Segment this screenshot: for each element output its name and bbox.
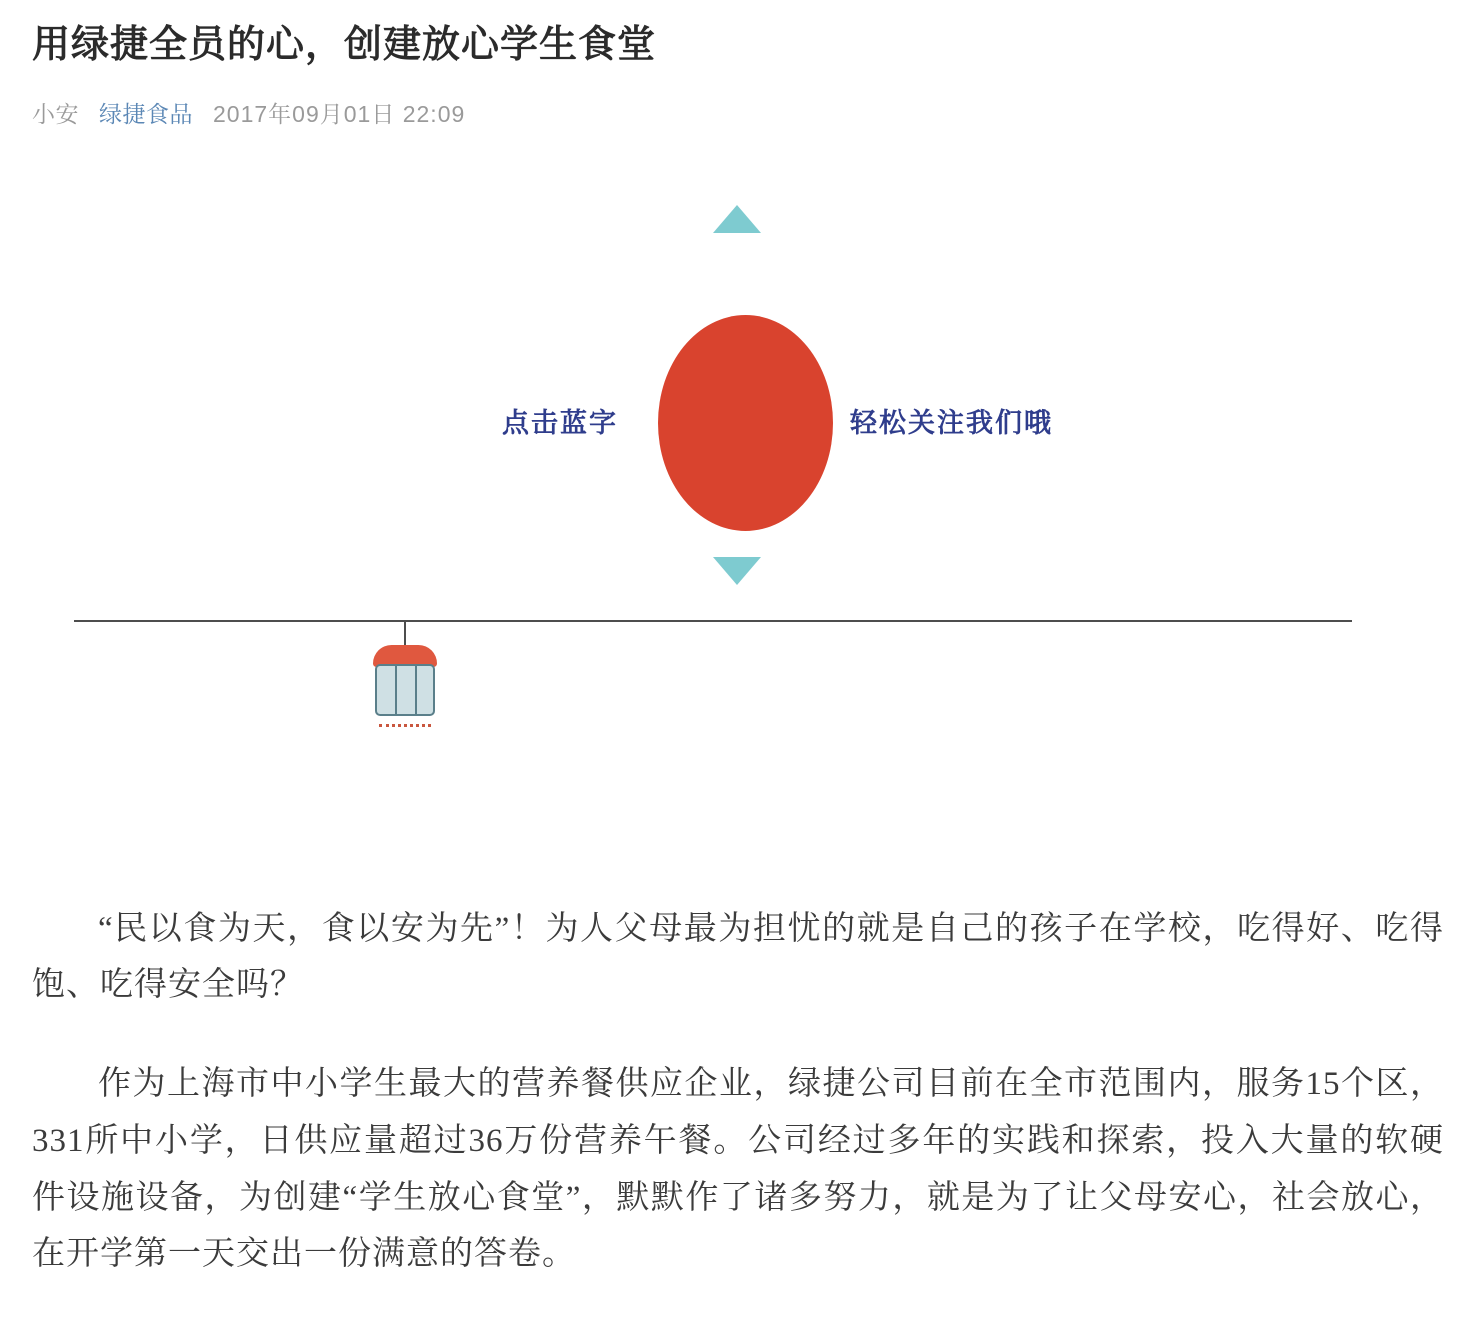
article-body xyxy=(32,901,1444,1284)
meta-account-link[interactable]: 绿捷食品 xyxy=(99,100,193,127)
article-paragraph: “民以食为天，食以安为先”！为人父母最为担忧的就是自己的孩子在学校，吃得好、吃得饱、吃得安全吗？ xyxy=(32,910,1444,1004)
meta-author: 小安 xyxy=(32,100,79,127)
article-page xyxy=(0,22,1476,1330)
red-ellipse-shape xyxy=(658,315,833,531)
article-meta xyxy=(32,96,1444,129)
banner-right-text: 轻松关注我们哦 xyxy=(850,407,1053,438)
banner-graphic xyxy=(32,175,1444,835)
article-paragraph: 作为上海市中小学生最大的营养餐供应企业，绿捷公司目前在全市范围内，服务15个区，331所中小学，日供应量超过36万份营养午餐。公司经过多年的实践和探索，投入大量的软硬件设施设备，为创建“学生放心食堂”，默默作了诸多努力，就是为了让父母安心，社会放心，在开学第一天交出一份满意的答卷。 xyxy=(32,1066,1444,1273)
page-title: 用绿捷全员的心，创建放心学生食堂 xyxy=(32,24,657,66)
banner-left-text: 点击蓝字 xyxy=(502,407,618,438)
cable-car-body xyxy=(375,664,435,716)
triangle-up-icon xyxy=(713,205,761,233)
cable-car-icon xyxy=(367,645,443,735)
cable-line xyxy=(74,620,1352,622)
meta-publish-date: 2017年09月01日 22:09 xyxy=(213,100,466,127)
cable-car-base xyxy=(379,717,431,727)
triangle-down-icon xyxy=(713,557,761,585)
